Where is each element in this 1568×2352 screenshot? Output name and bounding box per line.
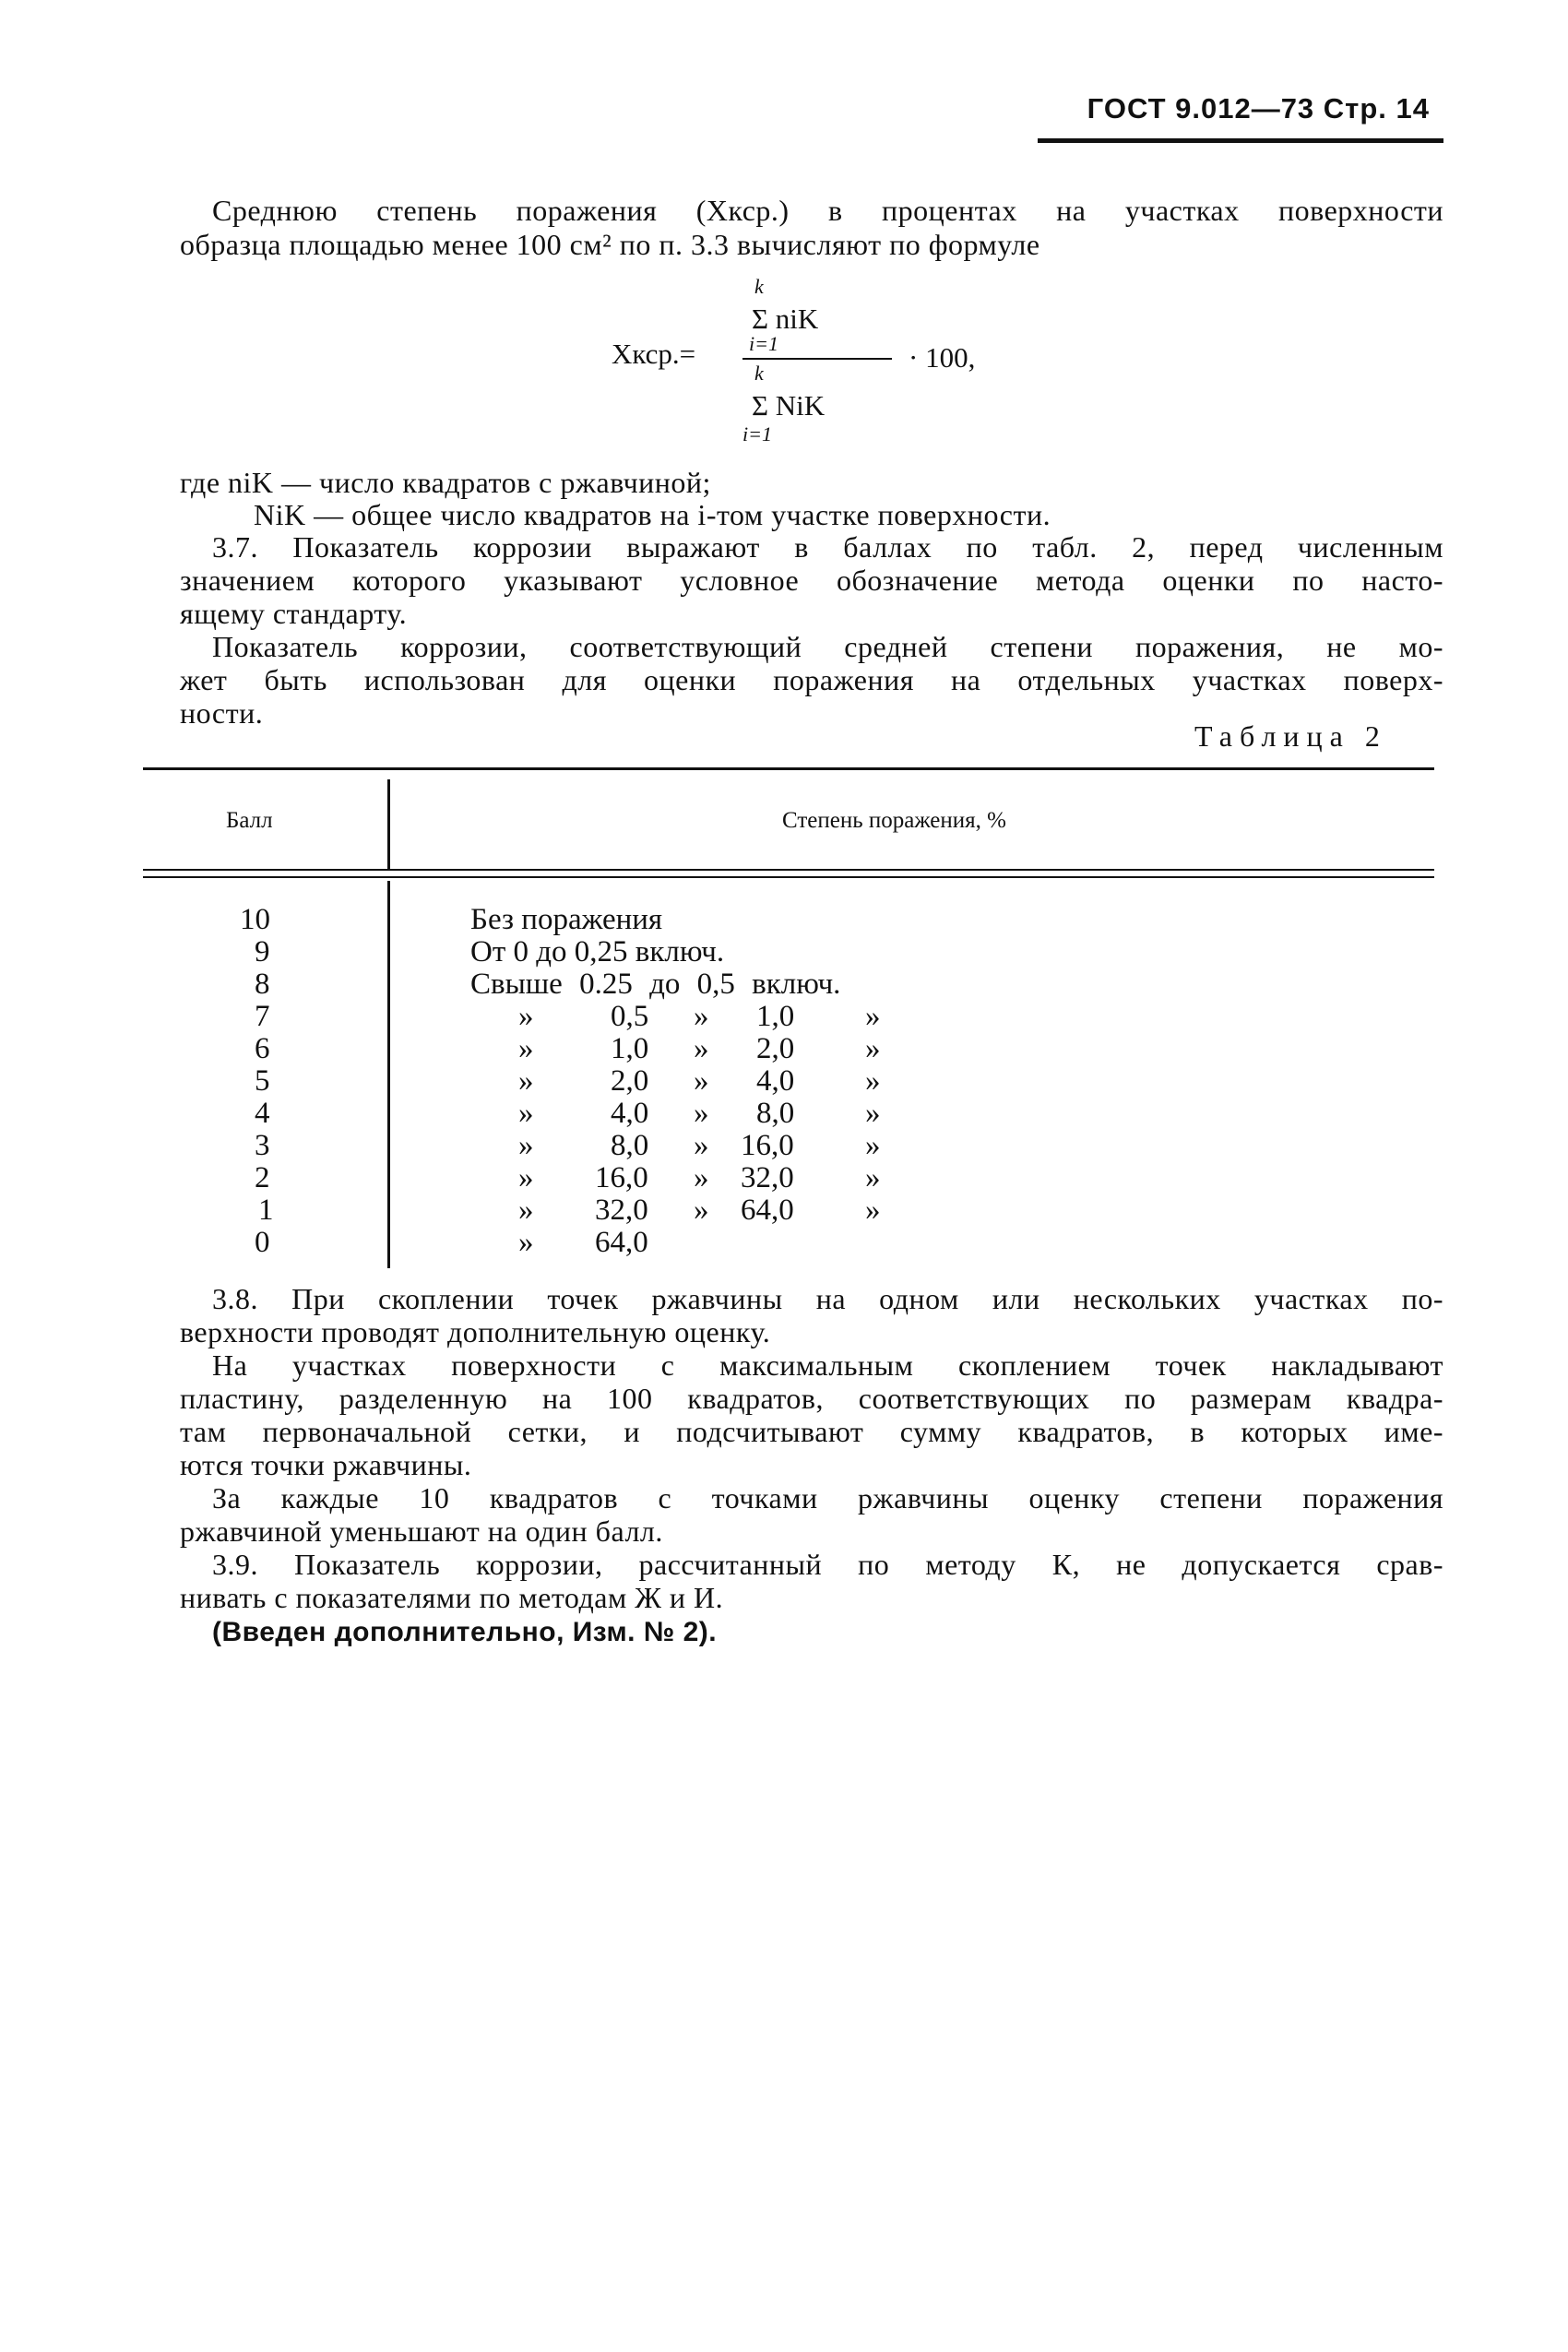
table-row-from: 4,0 bbox=[611, 1097, 649, 1130]
section-3-7-line-3: ящему стандарту. bbox=[180, 597, 408, 630]
table-row-desc: Без поражения bbox=[470, 903, 663, 936]
table-row-ditto: » bbox=[865, 1194, 881, 1227]
table-row-ditto: » bbox=[518, 1000, 534, 1033]
para-3-line-3: там первоначальной сетки, и подсчитывают сумму квадратов, в которых име- bbox=[180, 1415, 1443, 1448]
table-row-from: 16,0 bbox=[595, 1161, 648, 1194]
intro-line-2: образца площадью менее 100 см² по п. 3.3 вычисляют по формуле bbox=[180, 228, 1040, 261]
table-row-ditto: » bbox=[694, 1064, 709, 1098]
fraction-bar bbox=[742, 358, 892, 360]
table-row-to: 64,0 bbox=[741, 1194, 794, 1227]
table-header-divider bbox=[387, 779, 390, 869]
table-row-ditto: » bbox=[518, 1097, 534, 1130]
table-body-divider bbox=[387, 881, 390, 1268]
table-row-to: 16,0 bbox=[741, 1129, 794, 1162]
section-3-8-line-1: 3.8. При скоплении точек ржавчины на одном или нескольких участках по- bbox=[212, 1282, 1443, 1315]
table-row-to: 1,0 bbox=[756, 1000, 795, 1033]
table-row-score: 2 bbox=[255, 1161, 270, 1194]
formula-sum-top-upper: k bbox=[754, 275, 764, 298]
table-row-ditto: » bbox=[694, 1097, 709, 1130]
table-row-from: 1,0 bbox=[611, 1032, 649, 1065]
table-row-ditto: » bbox=[865, 1129, 881, 1162]
table-row-ditto: » bbox=[518, 1194, 534, 1227]
table-header-rule-1 bbox=[143, 869, 1434, 871]
para-4-line-2: ржавчиной уменьшают на один балл. bbox=[180, 1515, 663, 1548]
table-row-to: 8,0 bbox=[756, 1097, 795, 1130]
table-row-score: 1 bbox=[258, 1194, 274, 1227]
table-row-ditto: » bbox=[865, 1161, 881, 1194]
table-row-score: 7 bbox=[255, 1000, 270, 1033]
table-row-from: 2,0 bbox=[611, 1064, 649, 1098]
section-3-9-line-2: нивать с показателями по методам Ж и И. bbox=[180, 1581, 724, 1614]
table-row-to: 2,0 bbox=[756, 1032, 795, 1065]
table-row-ditto: » bbox=[518, 1161, 534, 1194]
where-line-2: NіK — общее число квадратов на i-том участке поверхности. bbox=[254, 498, 1051, 531]
table-row-ditto: » bbox=[694, 1000, 709, 1033]
table-row-score: 3 bbox=[255, 1129, 270, 1162]
page-header: ГОСТ 9.012—73 Стр. 14 bbox=[1087, 92, 1430, 125]
table-header-degree: Степень поражения, % bbox=[782, 808, 1006, 833]
table-row-desc: Свыше 0.25 до 0,5 включ. bbox=[470, 968, 841, 1001]
table-row-ditto: » bbox=[694, 1129, 709, 1162]
where-line-1: где nіK — число квадратов с ржавчиной; bbox=[180, 466, 711, 499]
table-row-from: 8,0 bbox=[611, 1129, 649, 1162]
table-row-ditto: » bbox=[865, 1064, 881, 1098]
table-caption: Таблица 2 bbox=[1194, 719, 1387, 753]
table-row-score: 8 bbox=[255, 968, 270, 1001]
table-row-score: 9 bbox=[255, 935, 270, 968]
section-3-8-line-2: верхности проводят дополнительную оценку. bbox=[180, 1315, 771, 1348]
para-3-line-1: На участках поверхности с максимальным скоплением точек накладывают bbox=[212, 1348, 1443, 1382]
para-3-line-2: пластину, разделенную на 100 квадратов, соответствующих по размерам квадра- bbox=[180, 1382, 1443, 1415]
table-row-ditto: » bbox=[518, 1226, 534, 1259]
table-row-from: 0,5 bbox=[611, 1000, 649, 1033]
table-row-score: 6 bbox=[255, 1032, 270, 1065]
table-row-score: 10 bbox=[240, 903, 270, 936]
section-3-7-line-2: значением которого указывают условное обозначение метода оценки по насто- bbox=[180, 564, 1443, 597]
table-row-from: 64,0 bbox=[595, 1226, 648, 1259]
table-row-ditto: » bbox=[865, 1097, 881, 1130]
table-row-ditto: » bbox=[694, 1194, 709, 1227]
table-row-score: 5 bbox=[255, 1064, 270, 1098]
table-row-ditto: » bbox=[865, 1032, 881, 1065]
table-row-to: 4,0 bbox=[756, 1064, 795, 1098]
intro-line-1: Среднюю степень поражения (Xкср.) в процентах на участках поверхности bbox=[212, 194, 1443, 227]
formula-sum-top-lower: i=1 bbox=[749, 332, 778, 355]
formula-numerator: Σ nіK bbox=[752, 303, 819, 335]
table-header-score: Балл bbox=[226, 808, 273, 833]
para-3-line-4: ются точки ржавчины. bbox=[180, 1448, 472, 1481]
table-row-ditto: » bbox=[518, 1064, 534, 1098]
table-header-rule-2 bbox=[143, 876, 1434, 878]
table-row-score: 0 bbox=[255, 1226, 270, 1259]
table-top-rule bbox=[143, 767, 1434, 770]
section-3-9-line-1: 3.9. Показатель коррозии, рассчитанный по методу К, не допускается срав- bbox=[212, 1548, 1443, 1581]
table-row-ditto: » bbox=[865, 1000, 881, 1033]
header-rule bbox=[1038, 138, 1443, 143]
para-2-line-2: жет быть использован для оценки поражения на отдельных участках поверх- bbox=[180, 663, 1443, 696]
table-row-from: 32,0 bbox=[595, 1194, 648, 1227]
table-row-ditto: » bbox=[518, 1129, 534, 1162]
formula-sum-bottom-upper: k bbox=[754, 362, 764, 385]
table-row-desc: От 0 до 0,25 включ. bbox=[470, 935, 725, 968]
table-row-to: 32,0 bbox=[741, 1161, 794, 1194]
table-row-score: 4 bbox=[255, 1097, 270, 1130]
formula-lhs: Xкср.= bbox=[612, 338, 696, 370]
para-2-line-3: ности. bbox=[180, 696, 264, 730]
section-3-7-line-1: 3.7. Показатель коррозии выражают в баллах по табл. 2, перед численным bbox=[212, 530, 1443, 564]
amendment-note: (Введен дополнительно, Изм. № 2). bbox=[212, 1617, 718, 1647]
table-row-ditto: » bbox=[694, 1032, 709, 1065]
para-4-line-1: За каждые 10 квадратов с точками ржавчины оценку степени поражения bbox=[212, 1481, 1443, 1515]
formula-denominator: Σ NіK bbox=[752, 389, 826, 422]
formula-multiplier: · 100, bbox=[909, 341, 976, 374]
table-row-ditto: » bbox=[694, 1161, 709, 1194]
para-2-line-1: Показатель коррозии, соответствующий средней степени поражения, не мо- bbox=[212, 630, 1443, 663]
table-row-ditto: » bbox=[518, 1032, 534, 1065]
formula-sum-bottom-lower: i=1 bbox=[742, 422, 772, 445]
